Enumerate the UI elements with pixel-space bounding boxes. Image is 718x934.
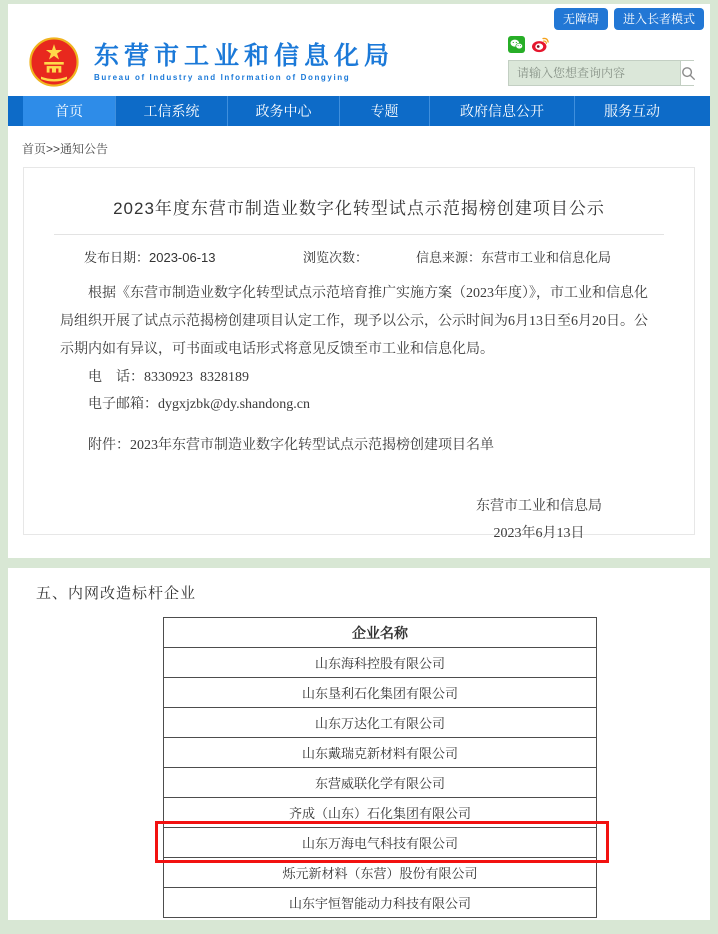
- table-row: [164, 858, 597, 888]
- search-bar: [508, 60, 694, 86]
- announcement-title: 2023年度东营市制造业数字化转型试点示范揭榜创建项目公示: [113, 199, 605, 218]
- brand-text: [94, 42, 394, 82]
- company-cell: 山东垦利石化集团有限公司: [164, 678, 597, 708]
- site-subtitle: Bureau of Industry and Information of Dongying: [94, 73, 351, 82]
- view-count: [303, 247, 416, 266]
- company-table: [163, 617, 597, 918]
- site-header: [8, 4, 710, 96]
- company-table-wrap: [163, 617, 597, 918]
- main-frame: [8, 4, 710, 558]
- top-action-bar: [554, 8, 704, 30]
- view-count-label: 浏览次数：: [303, 250, 369, 265]
- search-input[interactable]: [509, 61, 680, 85]
- nav-item-service-interaction[interactable]: 服务互动: [574, 96, 689, 126]
- header-tools: [508, 36, 694, 86]
- company-cell: 齐成（山东）石化集团有限公司: [164, 798, 597, 828]
- announcement-paragraph: 根据《东营市制造业数字化转型试点示范培育推广实施方案（2023年度）》，市工业和信息化局组织开展了试点示范揭榜创建项目认定工作，现予以公示，公示时间为6月13日至6月20日。公示期内如有异议，可书面或电话形式将意见反馈至市工业和信息化局。: [60, 286, 648, 357]
- title-divider: [54, 234, 664, 235]
- publish-date-value: 2023-06-13: [149, 250, 216, 265]
- nav-item-topics[interactable]: 专题: [339, 96, 429, 126]
- elder-mode-button[interactable]: 进入长者模式: [614, 8, 704, 30]
- table-header-cell: 企业名称: [164, 618, 597, 648]
- nav-item-home[interactable]: 首页: [23, 96, 115, 126]
- search-button[interactable]: [680, 61, 696, 85]
- content-area: [8, 126, 710, 541]
- site-title: 东营市工业和信息化局: [94, 42, 395, 70]
- announcement-card: [23, 167, 695, 541]
- company-cell: 山东戴瑞克新材料有限公司: [164, 738, 597, 768]
- signature-date: 2023年6月13日: [493, 526, 585, 541]
- main-nav: [8, 96, 710, 126]
- phone-line: 电 话：8330923 8328189: [88, 370, 249, 385]
- table-row: [164, 798, 597, 828]
- publish-date-label: 发布日期：: [84, 250, 150, 265]
- wechat-icon[interactable]: [508, 36, 525, 53]
- table-row: [164, 678, 597, 708]
- company-cell: 山东海科控股有限公司: [164, 648, 597, 678]
- email-line: 电子邮箱：dygxjzbk@dy.shandong.cn: [88, 397, 310, 412]
- publish-date: [84, 247, 303, 266]
- table-row-highlighted: [164, 828, 597, 858]
- attachment-line[interactable]: 附件：2023年东营市制造业数字化转型试点示范揭榜创建项目名单: [88, 438, 494, 453]
- nav-item-government-center[interactable]: 政务中心: [227, 96, 339, 126]
- table-row: [164, 708, 597, 738]
- company-cell: 山东宇恒智能动力科技有限公司: [164, 888, 597, 918]
- signature-block: [24, 493, 694, 547]
- announcement-meta: [24, 247, 694, 266]
- info-source: [416, 247, 611, 266]
- section-heading: 五、内网改造标杆企业: [36, 585, 197, 602]
- site-logo[interactable]: [28, 36, 394, 88]
- company-cell: 东营威联化学有限公司: [164, 768, 597, 798]
- social-links: [508, 36, 694, 56]
- company-cell: 山东万达化工有限公司: [164, 708, 597, 738]
- search-icon: [681, 66, 696, 81]
- company-cell-highlighted: 山东万海电气科技有限公司: [164, 828, 597, 858]
- nav-item-industry-system[interactable]: 工信系统: [115, 96, 227, 126]
- table-row: [164, 648, 597, 678]
- info-source-label: 信息来源：: [416, 250, 482, 265]
- table-header-row: [164, 618, 597, 648]
- signature-org: 东营市工业和信息局: [476, 499, 602, 514]
- table-row: [164, 768, 597, 798]
- table-row: [164, 888, 597, 918]
- announcement-body: [24, 280, 694, 547]
- breadcrumb[interactable]: 首页>>通知公告: [22, 142, 109, 156]
- company-cell: 烁元新材料（东营）股份有限公司: [164, 858, 597, 888]
- nav-item-info-disclosure[interactable]: 政府信息公开: [429, 96, 574, 126]
- national-emblem-icon: [28, 36, 80, 88]
- table-row: [164, 738, 597, 768]
- info-source-value: 东营市工业和信息化局: [481, 250, 612, 265]
- accessibility-button[interactable]: 无障碍: [554, 8, 608, 30]
- benchmark-section: [8, 568, 710, 920]
- weibo-icon[interactable]: [531, 36, 550, 53]
